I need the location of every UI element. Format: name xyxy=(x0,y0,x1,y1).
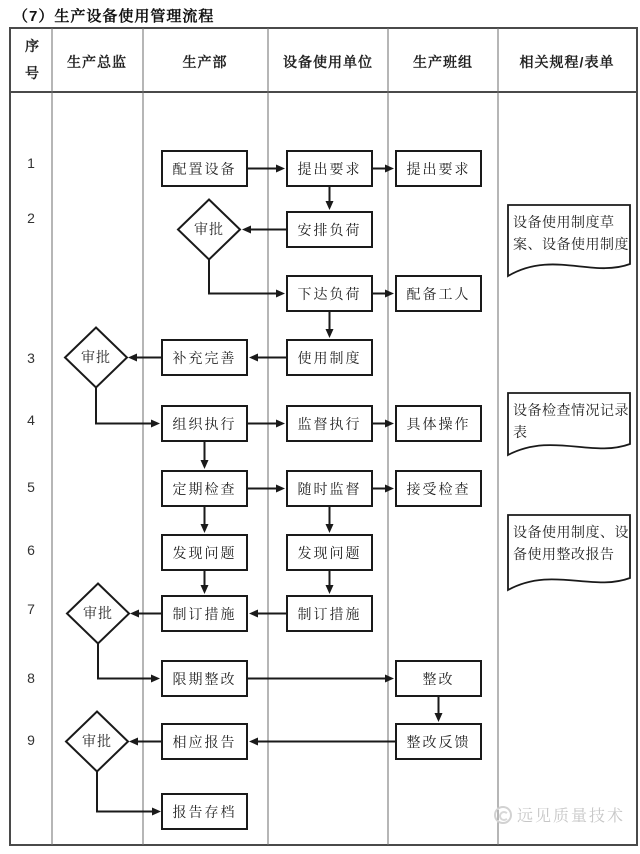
node-usage-system: 使用制度 xyxy=(286,339,373,376)
node-rectify: 整改 xyxy=(395,660,482,697)
node-rectify-feedback: 整改反馈 xyxy=(395,723,482,760)
node-find-problem-2: 发现问题 xyxy=(286,534,373,571)
label-approve-1: 审批 xyxy=(194,221,224,237)
row-number-5: 5 xyxy=(27,479,35,495)
arrow-approve1-to-issue xyxy=(209,260,277,294)
document-text-1: 设备使用制度草案、设备使用制度 xyxy=(513,214,629,252)
row-number-8: 8 xyxy=(27,670,35,686)
node-accept-check: 接受检查 xyxy=(395,470,482,507)
document-text-2: 设备检查情况记录表 xyxy=(513,402,629,440)
flow-connectors xyxy=(96,169,439,812)
node-configure-equipment: 配置设备 xyxy=(161,150,248,187)
arrow-approve4-to-archive xyxy=(97,772,153,812)
watermark xyxy=(494,803,625,826)
node-supplement-improve: 补充完善 xyxy=(161,339,248,376)
row-number-9: 9 xyxy=(27,732,35,748)
row-number-6: 6 xyxy=(27,542,35,558)
page-title: （7）生产设备使用管理流程 xyxy=(13,8,215,25)
column-header-team: 生产班组 xyxy=(413,54,473,70)
row-number-2: 2 xyxy=(27,210,35,226)
watermark-text: 远见质量技术 xyxy=(517,808,626,825)
node-specific-operation: 具体操作 xyxy=(395,405,482,442)
node-make-measures-2: 制订措施 xyxy=(286,595,373,632)
column-header-seq: 序号 xyxy=(25,38,39,81)
row-number-3: 3 xyxy=(27,350,35,366)
row-number-7: 7 xyxy=(27,601,35,617)
node-periodic-check: 定期检查 xyxy=(161,470,248,507)
document-text-3: 设备使用制度、设备使用整改报告 xyxy=(513,524,629,562)
column-header-production-dept: 生产部 xyxy=(182,54,228,70)
label-approve-4: 审批 xyxy=(82,733,112,749)
column-header-equipment-unit: 设备使用单位 xyxy=(283,54,373,70)
arrow-approve3-to-deadline xyxy=(98,644,152,679)
node-make-measures-1: 制订措施 xyxy=(161,595,248,632)
node-supervise-execute: 监督执行 xyxy=(286,405,373,442)
node-anytime-supervise: 随时监督 xyxy=(286,470,373,507)
row-number-1: 1 xyxy=(27,155,35,171)
node-assign-workers: 配备工人 xyxy=(395,275,482,312)
watermark-logo-icon xyxy=(494,806,512,824)
node-deadline-rectify: 限期整改 xyxy=(161,660,248,697)
column-header-director: 生产总监 xyxy=(67,54,127,70)
node-arrange-load: 安排负荷 xyxy=(286,211,373,248)
column-header-related-forms: 相关规程/表单 xyxy=(519,54,615,70)
node-organize-execute: 组织执行 xyxy=(161,405,248,442)
node-request-1: 提出要求 xyxy=(286,150,373,187)
node-find-problem-1: 发现问题 xyxy=(161,534,248,571)
node-request-2: 提出要求 xyxy=(395,150,482,187)
node-corresponding-report: 相应报告 xyxy=(161,723,248,760)
node-report-archive: 报告存档 xyxy=(161,793,248,830)
label-approve-3: 审批 xyxy=(83,605,113,621)
node-issue-load: 下达负荷 xyxy=(286,275,373,312)
label-approve-2: 审批 xyxy=(81,349,111,365)
row-number-4: 4 xyxy=(27,412,35,428)
